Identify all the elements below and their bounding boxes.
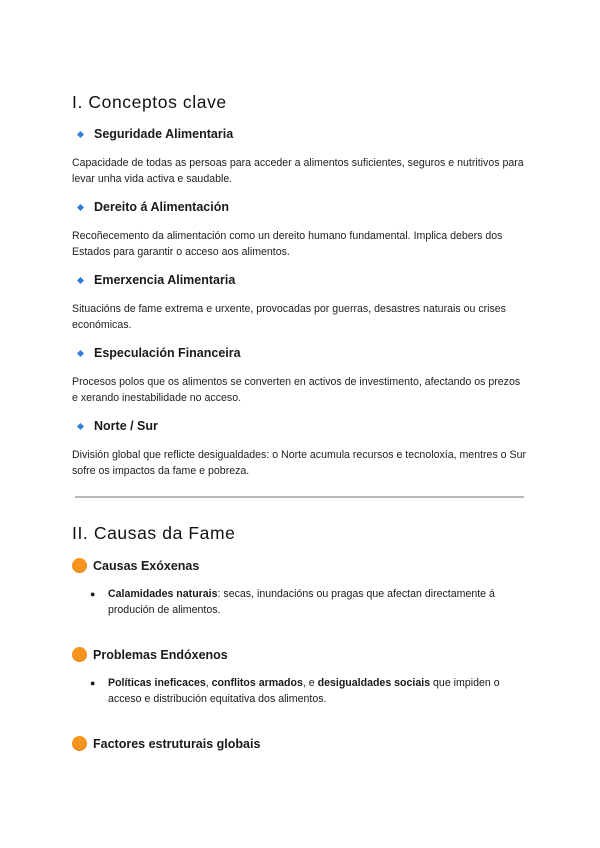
diamond-bullet-icon [77,422,84,429]
cause-heading [72,736,260,751]
list-item-text: Calamidades naturais: secas, inundacións ou pragas que afectan directamente á produción de alimentos. [108,588,495,616]
cause-heading [72,558,199,573]
term-title: Norte / Sur [94,419,158,433]
orange-circle-icon [72,736,87,751]
term-description: Capacidade de todas as persoas para acceder a alimentos suficientes, seguros e nutritivos para levar unha vida activa e saudable. [72,157,524,185]
list-item [90,675,530,707]
section-heading-causas: II. Causas da Fame [72,523,236,543]
diamond-bullet-icon [77,276,84,283]
term-heading [72,346,241,360]
diamond-bullet-icon [77,349,84,356]
diamond-bullet-icon [77,203,84,210]
section-heading-conceptos: I. Conceptos clave [72,92,227,112]
bullet-dot-icon: ● [90,589,96,599]
term-description: Recoñecemento da alimentación como un dereito humano fundamental. Implica debers dos Estados para garantir o acceso aos alimentos. [72,230,503,258]
list-item-text: Políticas ineficaces, conflitos armados, e desigualdades sociais que impiden o acceso e distribución equitativa dos alimentos. [108,677,500,705]
term-heading [72,419,158,433]
section-divider [75,496,524,498]
diamond-bullet-icon [77,130,84,137]
term-description: División global que reflicte desigualdades: o Norte acumula recursos e tecnoloxía, mentres o Sur sofre os impactos da fame e pobreza. [72,449,527,477]
list-item [90,586,530,618]
term-heading [72,273,235,287]
term-description: Situacións de fame extrema e urxente, provocadas por guerras, desastres naturais ou crises económicas. [72,303,506,331]
term-description: Procesos polos que os alimentos se converten en activos de investimento, afectando os prezos e xerando inestabilidade no acceso. [72,376,521,404]
cause-title: Factores estruturais globais [93,736,261,751]
bullet-dot-icon: ● [90,678,96,688]
orange-circle-icon [72,647,87,662]
cause-title: Causas Exóxenas [93,558,200,573]
cause-heading [72,647,228,662]
term-title: Seguridade Alimentaria [94,127,234,141]
term-heading [72,127,233,141]
term-title: Especulación Financeira [94,346,241,360]
orange-circle-icon [72,558,87,573]
term-heading [72,200,229,214]
term-title: Emerxencia Alimentaria [94,273,236,287]
term-title: Dereito á Alimentación [94,200,229,214]
cause-title: Problemas Endóxenos [93,647,228,662]
